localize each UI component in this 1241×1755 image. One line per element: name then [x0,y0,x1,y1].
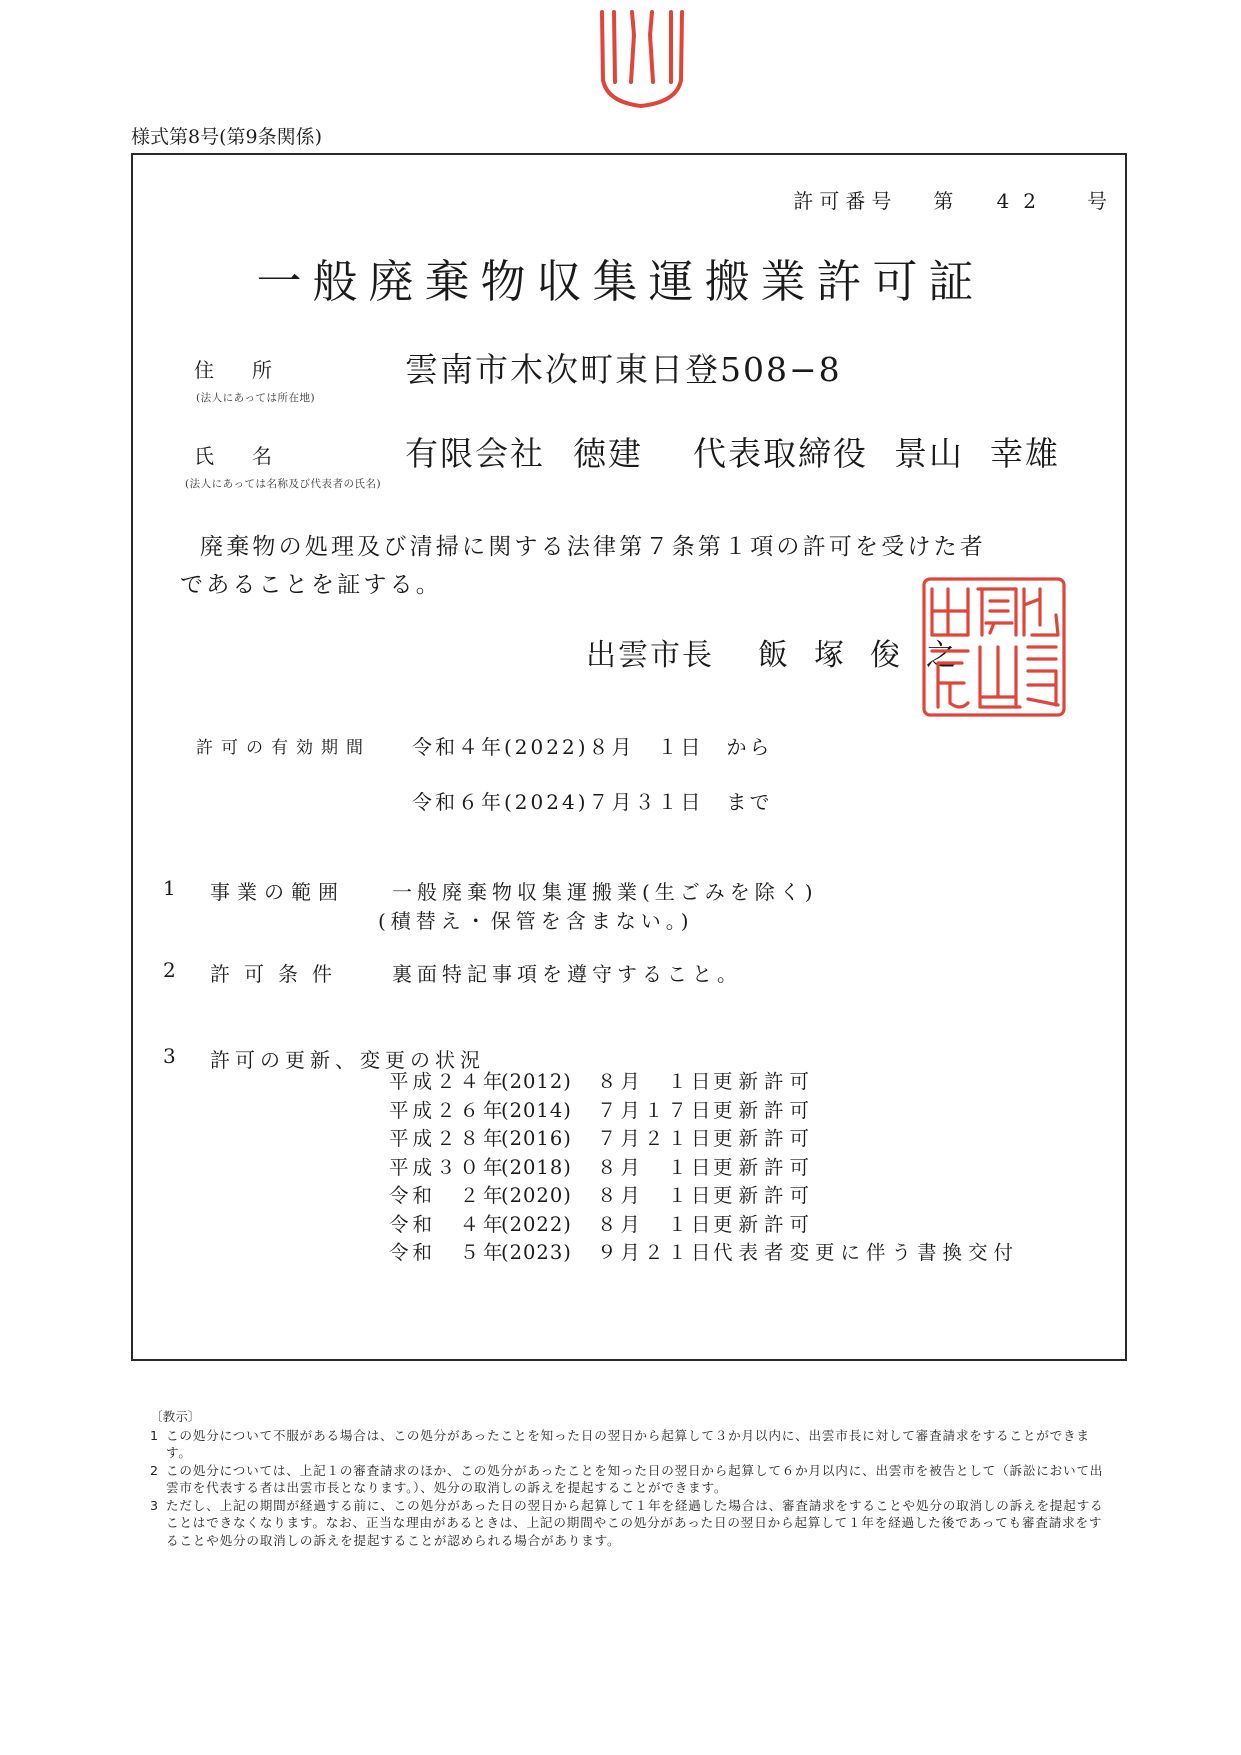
name-value [405,428,1060,475]
history-status: 代表者変更に伴う書換交付 [713,1241,1020,1264]
item-1-value: 一般廃棄物収集運搬業(生ごみを除く) [392,880,818,904]
certification-line-2: であることを証する。 [180,572,442,598]
notice-item [150,1427,1110,1462]
history-status: 更新許可 [713,1070,816,1093]
history-year: (2022) [501,1212,572,1236]
history-status: 更新許可 [713,1155,816,1179]
history-era: 平成２４年 [389,1070,507,1093]
representative-surname: 景山 [894,434,964,473]
notice-item-text: ただし、上記の期間が経過する前に、この処分があった日の翌日から起算して１年を経過した場合は、審査請求をすることや処分の取消しの訴えを提起することはできなくなります。なお、正当な理由があるときは、上記の期間やこの処分があった日の翌日から起算して１年を経過した後であっても審査請求をすることや処分の取消しの訴えを提起することが認められる場合があります。 [166,1497,1104,1548]
representative-given-name: 幸雄 [990,434,1060,473]
notice-item [150,1462,1110,1497]
form-label: 様式第8号(第9条関係) [131,126,323,148]
notice-item-number: 1 [150,1427,159,1443]
address-label: 住所 [194,358,310,382]
history-row [389,1239,1019,1268]
item-1-label: 事業の範囲 [210,880,345,904]
notice-heading: 〔教示〕 [150,1409,201,1424]
certification-statement [180,528,986,604]
item-2-number: 2 [163,958,176,982]
appeal-notice [150,1408,1110,1549]
history-row [389,1125,1019,1154]
permit-number-suffix: 号 [1087,189,1113,213]
issuer-title: 出雲市長 [586,638,714,673]
history-status: 更新許可 [713,1184,816,1207]
history-date: ８月 １日 [597,1155,715,1179]
history-row [389,1154,1019,1183]
history-date: ８月 １日 [597,1184,715,1207]
item-3-number: 3 [163,1044,176,1068]
representative-title: 代表取締役 [693,434,868,473]
company-name: 徳建 [573,434,643,473]
history-date: ７月２１日 [597,1127,715,1150]
certification-line-1: 廃棄物の処理及び清掃に関する法律第７条第１項の許可を受けた者 [200,534,986,560]
history-year: (2014) [501,1098,572,1122]
partial-seal-stamp-icon [597,10,685,108]
official-seal-icon [920,575,1068,719]
history-date: ９月２１日 [597,1241,715,1264]
history-row [389,1182,1019,1211]
permit-number [793,185,1113,214]
address-note: (法人にあっては所在地) [196,392,316,404]
renewal-history-list [389,1068,1019,1268]
history-row [389,1068,1019,1097]
notice-item [150,1497,1110,1550]
notice-item-text: この処分について不服がある場合は、この処分があったことを知った日の翌日から起算して３か月以内に、出雲市長に対して審査請求をすることができます。 [166,1427,1090,1460]
item-1-number: 1 [163,876,176,900]
history-era: 令和 ４年 [389,1212,507,1236]
validity-from: 令和４年(2022)８月 １日 から [412,735,773,759]
validity-period-label: 許可の有効期間 [196,738,371,758]
item-3-label: 許可の更新、変更の状況 [210,1048,485,1072]
history-era: 令和 ５年 [389,1241,507,1264]
validity-to: 令和６年(2024)７月３１日 まで [412,790,773,814]
history-status: 更新許可 [713,1127,816,1150]
history-row [389,1211,1019,1240]
permit-number-value: 42 [996,189,1050,213]
permit-number-prefix: 第 [933,189,960,213]
history-status: 更新許可 [713,1212,816,1236]
certificate-title: 一般廃棄物収集運搬業許可証 [256,255,985,308]
item-1-value-note: (積替え・保管を含まない。) [378,909,694,933]
address-value: 雲南市木次町東日登508−8 [405,350,842,389]
history-year: (2020) [501,1184,572,1207]
name-label: 氏名 [194,444,310,468]
history-status: 更新許可 [713,1098,816,1122]
history-era: 平成３０年 [389,1155,507,1179]
history-year: (2018) [501,1155,572,1179]
history-date: ８月 １日 [597,1212,715,1236]
issuer-name: 飯塚俊之 [758,638,982,673]
history-date: ７月１７日 [597,1098,715,1122]
history-row [389,1097,1019,1126]
history-year: (2016) [501,1127,572,1150]
notice-item-text: この処分については、上記１の審査請求のほか、この処分があったことを知った日の翌日から起算して６か月以内に、出雲市を被告として（訴訟において出雲市を代表する者は出雲市長となります。）、処分の取消しの訴えを提起することができます。 [166,1462,1104,1495]
notice-item-number: 2 [150,1462,159,1478]
history-year: (2023) [501,1241,572,1264]
history-date: ８月 １日 [597,1070,715,1093]
item-2-value: 裏面特記事項を遵守すること。 [392,962,742,986]
history-era: 平成２８年 [389,1127,507,1150]
history-era: 平成２６年 [389,1098,507,1122]
company-type: 有限会社 [405,434,545,473]
notice-item-number: 3 [150,1497,159,1513]
history-era: 令和 ２年 [389,1184,507,1207]
history-year: (2012) [501,1070,572,1093]
permit-number-label: 許可番号 [793,189,898,213]
name-note: (法人にあっては名称及び代表者の氏名) [185,478,382,490]
item-2-label: 許可条件 [210,962,346,986]
